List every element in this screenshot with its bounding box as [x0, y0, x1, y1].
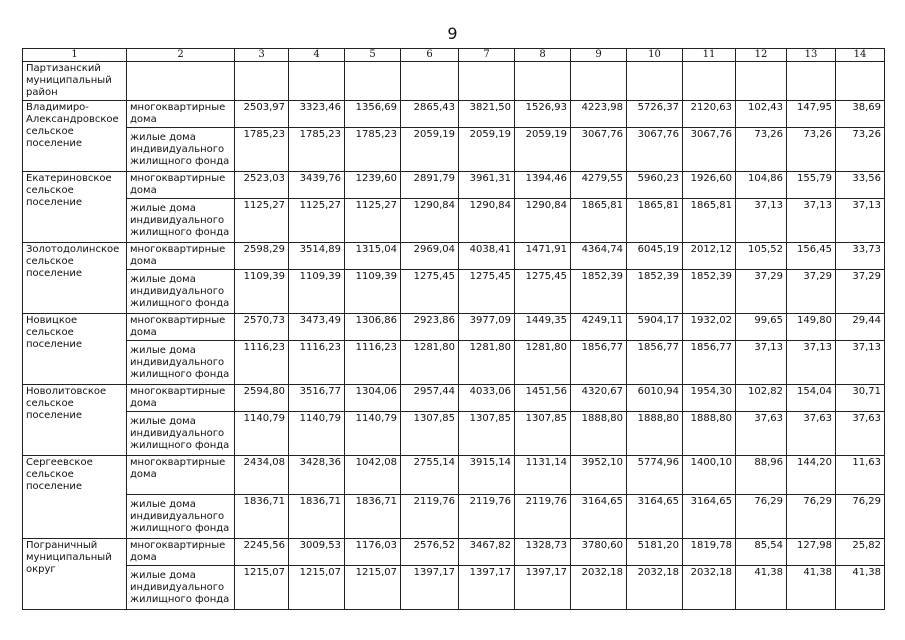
value-cell-col-5: 1836,71: [345, 495, 401, 539]
value-cell-col-9: 3780,60: [571, 539, 627, 566]
value-cell-col-6: 1290,84: [401, 199, 459, 243]
value-cell-col-7: 3467,82: [459, 539, 515, 566]
value-cell-col-9: 4364,74: [571, 243, 627, 270]
value-cell-col-6: 2957,44: [401, 385, 459, 412]
table-row: [23, 128, 885, 172]
empty-cell: [736, 62, 787, 101]
value-cell-col-10: 5774,96: [627, 456, 683, 495]
empty-cell: [571, 62, 627, 101]
value-cell-col-7: 3915,14: [459, 456, 515, 495]
value-cell-col-6: 2891,79: [401, 172, 459, 199]
value-cell-col-6: 2755,14: [401, 456, 459, 495]
value-cell-col-5: 1125,27: [345, 199, 401, 243]
value-cell-col-13: 155,79: [787, 172, 836, 199]
value-cell-col-5: 1304,06: [345, 385, 401, 412]
value-cell-col-7: 3821,50: [459, 101, 515, 128]
value-cell-col-12: 37,63: [736, 412, 787, 456]
value-cell-col-13: 127,98: [787, 539, 836, 566]
column-number-3: 3: [235, 49, 289, 62]
value-cell-col-7: 4038,41: [459, 243, 515, 270]
value-cell-col-8: 1451,56: [515, 385, 571, 412]
value-cell-col-11: 2012,12: [683, 243, 736, 270]
value-cell-col-8: 1328,73: [515, 539, 571, 566]
empty-cell: [401, 62, 459, 101]
value-cell-col-5: 1116,23: [345, 341, 401, 385]
value-cell-col-12: 85,54: [736, 539, 787, 566]
tariff-table: [22, 48, 885, 610]
empty-cell: [235, 62, 289, 101]
value-cell-col-10: 6045,19: [627, 243, 683, 270]
value-cell-col-4: 3514,89: [289, 243, 345, 270]
value-cell-col-7: 1307,85: [459, 412, 515, 456]
value-cell-col-8: 1290,84: [515, 199, 571, 243]
value-cell-col-12: 102,82: [736, 385, 787, 412]
settlement-name: Сергеевское сельское поселение: [23, 456, 127, 539]
value-cell-col-6: 1281,80: [401, 341, 459, 385]
housing-type: многоквартирные дома: [127, 243, 235, 270]
value-cell-col-11: 3067,76: [683, 128, 736, 172]
empty-cell: [289, 62, 345, 101]
value-cell-col-12: 102,43: [736, 101, 787, 128]
value-cell-col-6: 1275,45: [401, 270, 459, 314]
value-cell-col-13: 156,45: [787, 243, 836, 270]
value-cell-col-14: 11,63: [836, 456, 885, 495]
value-cell-col-10: 5181,20: [627, 539, 683, 566]
value-cell-col-6: 1307,85: [401, 412, 459, 456]
value-cell-col-9: 3952,10: [571, 456, 627, 495]
value-cell-col-3: 1125,27: [235, 199, 289, 243]
column-number-6: 6: [401, 49, 459, 62]
value-cell-col-6: 1397,17: [401, 566, 459, 610]
column-number-1: 1: [23, 49, 127, 62]
value-cell-col-8: 1526,93: [515, 101, 571, 128]
value-cell-col-14: 29,44: [836, 314, 885, 341]
table-row: [23, 566, 885, 610]
column-number-2: 2: [127, 49, 235, 62]
value-cell-col-10: 5960,23: [627, 172, 683, 199]
value-cell-col-14: 76,29: [836, 495, 885, 539]
value-cell-col-10: 5904,17: [627, 314, 683, 341]
value-cell-col-14: 41,38: [836, 566, 885, 610]
value-cell-col-3: 2434,08: [235, 456, 289, 495]
settlement-name: Новицкое сельское поселение: [23, 314, 127, 385]
value-cell-col-5: 1215,07: [345, 566, 401, 610]
value-cell-col-4: 3516,77: [289, 385, 345, 412]
value-cell-col-9: 4320,67: [571, 385, 627, 412]
value-cell-col-3: 1116,23: [235, 341, 289, 385]
value-cell-col-13: 37,63: [787, 412, 836, 456]
value-cell-col-9: 4249,11: [571, 314, 627, 341]
column-number-12: 12: [736, 49, 787, 62]
housing-type: многоквартирные дома: [127, 101, 235, 128]
housing-type: жилые дома индивидуального жилищного фонда: [127, 566, 235, 610]
value-cell-col-3: 1785,23: [235, 128, 289, 172]
value-cell-col-8: 2119,76: [515, 495, 571, 539]
value-cell-col-14: 37,29: [836, 270, 885, 314]
settlement-name: Золотодолинское сельское поселение: [23, 243, 127, 314]
value-cell-col-13: 73,26: [787, 128, 836, 172]
region-name: Партизанский муниципальный район: [23, 62, 127, 101]
column-numbers-row: [23, 49, 885, 62]
value-cell-col-8: 1449,35: [515, 314, 571, 341]
value-cell-col-11: 1926,60: [683, 172, 736, 199]
value-cell-col-13: 144,20: [787, 456, 836, 495]
page-number: 9: [447, 24, 458, 43]
value-cell-col-5: 1315,04: [345, 243, 401, 270]
empty-cell: [127, 62, 235, 101]
value-cell-col-13: 154,04: [787, 385, 836, 412]
value-cell-col-3: 1836,71: [235, 495, 289, 539]
empty-cell: [787, 62, 836, 101]
value-cell-col-9: 2032,18: [571, 566, 627, 610]
value-cell-col-7: 2059,19: [459, 128, 515, 172]
value-cell-col-8: 2059,19: [515, 128, 571, 172]
column-number-14: 14: [836, 49, 885, 62]
value-cell-col-14: 30,71: [836, 385, 885, 412]
value-cell-col-8: 1307,85: [515, 412, 571, 456]
value-cell-col-8: 1281,80: [515, 341, 571, 385]
value-cell-col-3: 2594,80: [235, 385, 289, 412]
table-row: [23, 456, 885, 495]
value-cell-col-4: 1116,23: [289, 341, 345, 385]
value-cell-col-8: 1471,91: [515, 243, 571, 270]
value-cell-col-7: 2119,76: [459, 495, 515, 539]
value-cell-col-9: 4279,55: [571, 172, 627, 199]
housing-type: жилые дома индивидуального жилищного фонда: [127, 412, 235, 456]
value-cell-col-10: 1865,81: [627, 199, 683, 243]
value-cell-col-12: 88,96: [736, 456, 787, 495]
value-cell-col-8: 1275,45: [515, 270, 571, 314]
column-number-7: 7: [459, 49, 515, 62]
value-cell-col-10: 6010,94: [627, 385, 683, 412]
value-cell-col-9: 1852,39: [571, 270, 627, 314]
value-cell-col-4: 1785,23: [289, 128, 345, 172]
empty-cell: [683, 62, 736, 101]
value-cell-col-4: 1836,71: [289, 495, 345, 539]
value-cell-col-13: 149,80: [787, 314, 836, 341]
housing-type: жилые дома индивидуального жилищного фонда: [127, 341, 235, 385]
column-number-11: 11: [683, 49, 736, 62]
value-cell-col-14: 73,26: [836, 128, 885, 172]
value-cell-col-11: 1888,80: [683, 412, 736, 456]
value-cell-col-10: 3164,65: [627, 495, 683, 539]
value-cell-col-7: 3961,31: [459, 172, 515, 199]
value-cell-col-6: 2923,86: [401, 314, 459, 341]
value-cell-col-11: 1954,30: [683, 385, 736, 412]
table-row: [23, 385, 885, 412]
value-cell-col-12: 37,29: [736, 270, 787, 314]
value-cell-col-3: 2503,97: [235, 101, 289, 128]
value-cell-col-11: 1856,77: [683, 341, 736, 385]
housing-type: жилые дома индивидуального жилищного фонда: [127, 270, 235, 314]
value-cell-col-10: 1852,39: [627, 270, 683, 314]
value-cell-col-6: 2119,76: [401, 495, 459, 539]
value-cell-col-6: 2059,19: [401, 128, 459, 172]
value-cell-col-10: 3067,76: [627, 128, 683, 172]
value-cell-col-8: 1394,46: [515, 172, 571, 199]
value-cell-col-11: 1400,10: [683, 456, 736, 495]
table-row: [23, 172, 885, 199]
column-number-5: 5: [345, 49, 401, 62]
table-row: [23, 101, 885, 128]
empty-cell: [836, 62, 885, 101]
value-cell-col-13: 37,29: [787, 270, 836, 314]
value-cell-col-12: 76,29: [736, 495, 787, 539]
value-cell-col-9: 1888,80: [571, 412, 627, 456]
table-row: [23, 539, 885, 566]
value-cell-col-9: 4223,98: [571, 101, 627, 128]
value-cell-col-5: 1785,23: [345, 128, 401, 172]
settlement-name: Екатериновское сельское поселение: [23, 172, 127, 243]
value-cell-col-11: 2032,18: [683, 566, 736, 610]
empty-cell: [345, 62, 401, 101]
housing-type: многоквартирные дома: [127, 539, 235, 566]
settlement-name: Пограничный муниципальный округ: [23, 539, 127, 610]
value-cell-col-4: 1109,39: [289, 270, 345, 314]
value-cell-col-3: 1215,07: [235, 566, 289, 610]
value-cell-col-12: 105,52: [736, 243, 787, 270]
value-cell-col-4: 1215,07: [289, 566, 345, 610]
value-cell-col-12: 37,13: [736, 199, 787, 243]
settlement-name: Владимиро-Александровское сельское поселение: [23, 101, 127, 172]
value-cell-col-7: 1281,80: [459, 341, 515, 385]
value-cell-col-13: 41,38: [787, 566, 836, 610]
housing-type: жилые дома индивидуального жилищного фонда: [127, 495, 235, 539]
value-cell-col-4: 3428,36: [289, 456, 345, 495]
value-cell-col-8: 1131,14: [515, 456, 571, 495]
value-cell-col-4: 1140,79: [289, 412, 345, 456]
table-row: [23, 270, 885, 314]
value-cell-col-7: 1397,17: [459, 566, 515, 610]
settlement-name: Новолитовское сельское поселение: [23, 385, 127, 456]
value-cell-col-13: 37,13: [787, 341, 836, 385]
value-cell-col-11: 1932,02: [683, 314, 736, 341]
value-cell-col-5: 1239,60: [345, 172, 401, 199]
housing-type: многоквартирные дома: [127, 385, 235, 412]
value-cell-col-3: 1109,39: [235, 270, 289, 314]
column-number-9: 9: [571, 49, 627, 62]
value-cell-col-9: 1865,81: [571, 199, 627, 243]
value-cell-col-13: 37,13: [787, 199, 836, 243]
value-cell-col-13: 76,29: [787, 495, 836, 539]
region-row: [23, 62, 885, 101]
value-cell-col-12: 73,26: [736, 128, 787, 172]
value-cell-col-14: 38,69: [836, 101, 885, 128]
value-cell-col-10: 1856,77: [627, 341, 683, 385]
empty-cell: [627, 62, 683, 101]
value-cell-col-11: 2120,63: [683, 101, 736, 128]
value-cell-col-14: 37,63: [836, 412, 885, 456]
value-cell-col-5: 1109,39: [345, 270, 401, 314]
value-cell-col-4: 3323,46: [289, 101, 345, 128]
value-cell-col-6: 2865,43: [401, 101, 459, 128]
value-cell-col-4: 3439,76: [289, 172, 345, 199]
housing-type: жилые дома индивидуального жилищного фонда: [127, 128, 235, 172]
table-row: [23, 243, 885, 270]
value-cell-col-11: 1865,81: [683, 199, 736, 243]
table-row: [23, 495, 885, 539]
value-cell-col-6: 2576,52: [401, 539, 459, 566]
value-cell-col-14: 33,56: [836, 172, 885, 199]
value-cell-col-10: 5726,37: [627, 101, 683, 128]
value-cell-col-4: 3473,49: [289, 314, 345, 341]
value-cell-col-4: 3009,53: [289, 539, 345, 566]
column-number-8: 8: [515, 49, 571, 62]
value-cell-col-8: 1397,17: [515, 566, 571, 610]
value-cell-col-12: 104,86: [736, 172, 787, 199]
value-cell-col-3: 1140,79: [235, 412, 289, 456]
value-cell-col-9: 3164,65: [571, 495, 627, 539]
table-row: [23, 199, 885, 243]
column-number-10: 10: [627, 49, 683, 62]
value-cell-col-7: 4033,06: [459, 385, 515, 412]
column-number-4: 4: [289, 49, 345, 62]
value-cell-col-7: 3977,09: [459, 314, 515, 341]
value-cell-col-9: 3067,76: [571, 128, 627, 172]
value-cell-col-5: 1140,79: [345, 412, 401, 456]
value-cell-col-3: 2523,03: [235, 172, 289, 199]
value-cell-col-14: 33,73: [836, 243, 885, 270]
value-cell-col-3: 2570,73: [235, 314, 289, 341]
empty-cell: [459, 62, 515, 101]
value-cell-col-5: 1176,03: [345, 539, 401, 566]
value-cell-col-10: 2032,18: [627, 566, 683, 610]
value-cell-col-14: 25,82: [836, 539, 885, 566]
table-row: [23, 412, 885, 456]
value-cell-col-12: 41,38: [736, 566, 787, 610]
value-cell-col-13: 147,95: [787, 101, 836, 128]
value-cell-col-9: 1856,77: [571, 341, 627, 385]
value-cell-col-14: 37,13: [836, 199, 885, 243]
value-cell-col-12: 37,13: [736, 341, 787, 385]
value-cell-col-5: 1042,08: [345, 456, 401, 495]
value-cell-col-5: 1356,69: [345, 101, 401, 128]
value-cell-col-3: 2598,29: [235, 243, 289, 270]
empty-cell: [515, 62, 571, 101]
value-cell-col-10: 1888,80: [627, 412, 683, 456]
table-body: [23, 49, 885, 610]
value-cell-col-5: 1306,86: [345, 314, 401, 341]
housing-type: многоквартирные дома: [127, 172, 235, 199]
table-row: [23, 314, 885, 341]
value-cell-col-11: 1819,78: [683, 539, 736, 566]
housing-type: многоквартирные дома: [127, 314, 235, 341]
value-cell-col-11: 1852,39: [683, 270, 736, 314]
housing-type: многоквартирные дома: [127, 456, 235, 495]
housing-type: жилые дома индивидуального жилищного фонда: [127, 199, 235, 243]
value-cell-col-11: 3164,65: [683, 495, 736, 539]
value-cell-col-4: 1125,27: [289, 199, 345, 243]
value-cell-col-7: 1275,45: [459, 270, 515, 314]
table-row: [23, 341, 885, 385]
value-cell-col-7: 1290,84: [459, 199, 515, 243]
value-cell-col-12: 99,65: [736, 314, 787, 341]
column-number-13: 13: [787, 49, 836, 62]
value-cell-col-14: 37,13: [836, 341, 885, 385]
value-cell-col-6: 2969,04: [401, 243, 459, 270]
value-cell-col-3: 2245,56: [235, 539, 289, 566]
